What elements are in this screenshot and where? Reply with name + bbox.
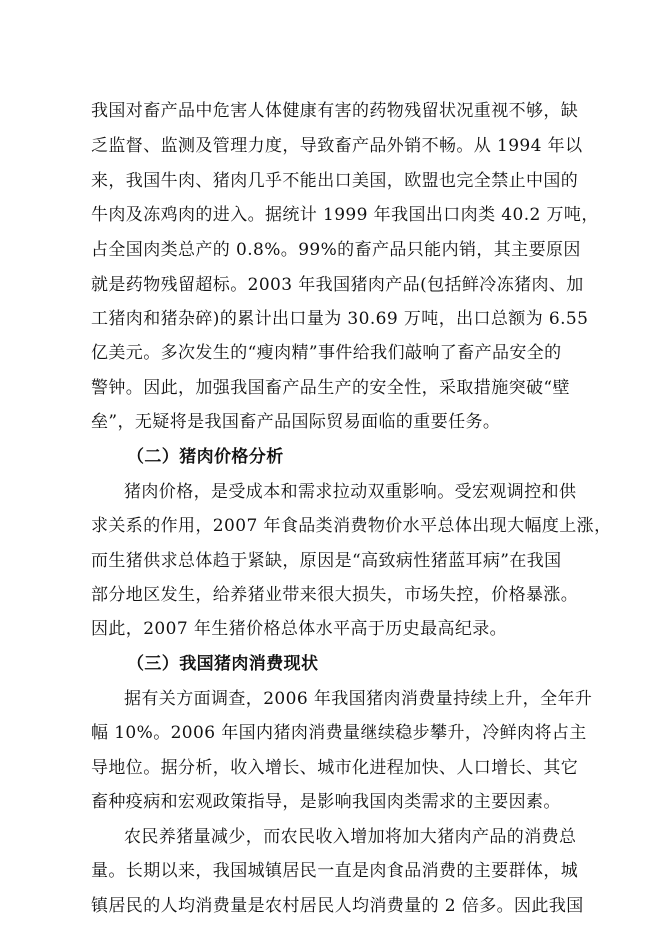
paragraph1-line: 乏监督、监测及管理力度，导致畜产品外销不畅。从 1994 年以 bbox=[91, 136, 583, 156]
paragraph2-line: 因此，2007 年生猪价格总体水平高于历史最高纪录。 bbox=[91, 619, 508, 639]
paragraph3-line: 据有关方面调查，2006 年我国猪肉消费量持续上升，全年升 bbox=[124, 689, 593, 709]
paragraph1-line: 占全国肉类总产的 0.8%。99%的畜产品只能内销，其主要原因 bbox=[91, 240, 581, 260]
section-heading-consumption: （三）我国猪肉消费现状 bbox=[127, 654, 319, 674]
paragraph4-line: 农民养猪量减少，而农民收入增加将加大猪肉产品的消费总 bbox=[124, 827, 577, 847]
paragraph2-line: 求关系的作用，2007 年食品类消费物价水平总体出现大幅度上涨， bbox=[91, 516, 612, 536]
paragraph3-line: 导地位。据分析，收入增长、城市化进程加快、人口增长、其它 bbox=[91, 758, 579, 778]
paragraph1-line: 我国对畜产品中危害人体健康有害的药物残留状况重视不够，缺 bbox=[91, 101, 579, 121]
paragraph1-line: 工猪肉和猪杂碎)的累计出口量为 30.69 万吨，出口总额为 6.55 bbox=[91, 309, 589, 329]
paragraph2-line: 而生猪供求总体趋于紧缺，原因是“高致病性猪蓝耳病”在我国 bbox=[91, 551, 562, 571]
section-heading-price-analysis: （二）猪肉价格分析 bbox=[127, 447, 284, 467]
paragraph2-line: 猪肉价格，是受成本和需求拉动双重影响。受宏观调控和供 bbox=[124, 482, 577, 502]
paragraph2-line: 部分地区发生，给养猪业带来很大损失，市场失控，价格暴涨。 bbox=[91, 585, 579, 605]
paragraph1-line: 牛肉及冻鸡肉的进入。据统计 1999 年我国出口肉类 40.2 万吨， bbox=[91, 205, 599, 225]
paragraph1-line: 警钟。因此，加强我国畜产品生产的安全性，采取措施突破“壁 bbox=[91, 378, 570, 398]
paragraph1-line: 来，我国牛肉、猪肉几乎不能出口美国，欧盟也完全禁止中国的 bbox=[91, 171, 579, 191]
paragraph3-line: 畜种疫病和宏观政策指导，是影响我国肉类需求的主要因素。 bbox=[91, 792, 561, 812]
paragraph1-line: 就是药物残留超标。2003 年我国猪肉产品(包括鲜冷冻猪肉、加 bbox=[91, 275, 584, 295]
paragraph4-line: 量。长期以来，我国城镇居民一直是肉食品消费的主要群体，城 bbox=[91, 861, 579, 881]
paragraph1-line: 亿美元。多次发生的“瘦肉精”事件给我们敲响了畜产品安全的 bbox=[91, 343, 562, 363]
paragraph4-line: 镇居民的人均消费量是农村居民人均消费量的 2 倍多。因此我国 bbox=[91, 896, 584, 916]
paragraph1-line: 垒”，无疑将是我国畜产品国际贸易面临的重要任务。 bbox=[91, 412, 501, 432]
paragraph3-line: 幅 10%。2006 年国内猪肉消费量继续稳步攀升，冷鲜肉将占主 bbox=[91, 723, 587, 743]
